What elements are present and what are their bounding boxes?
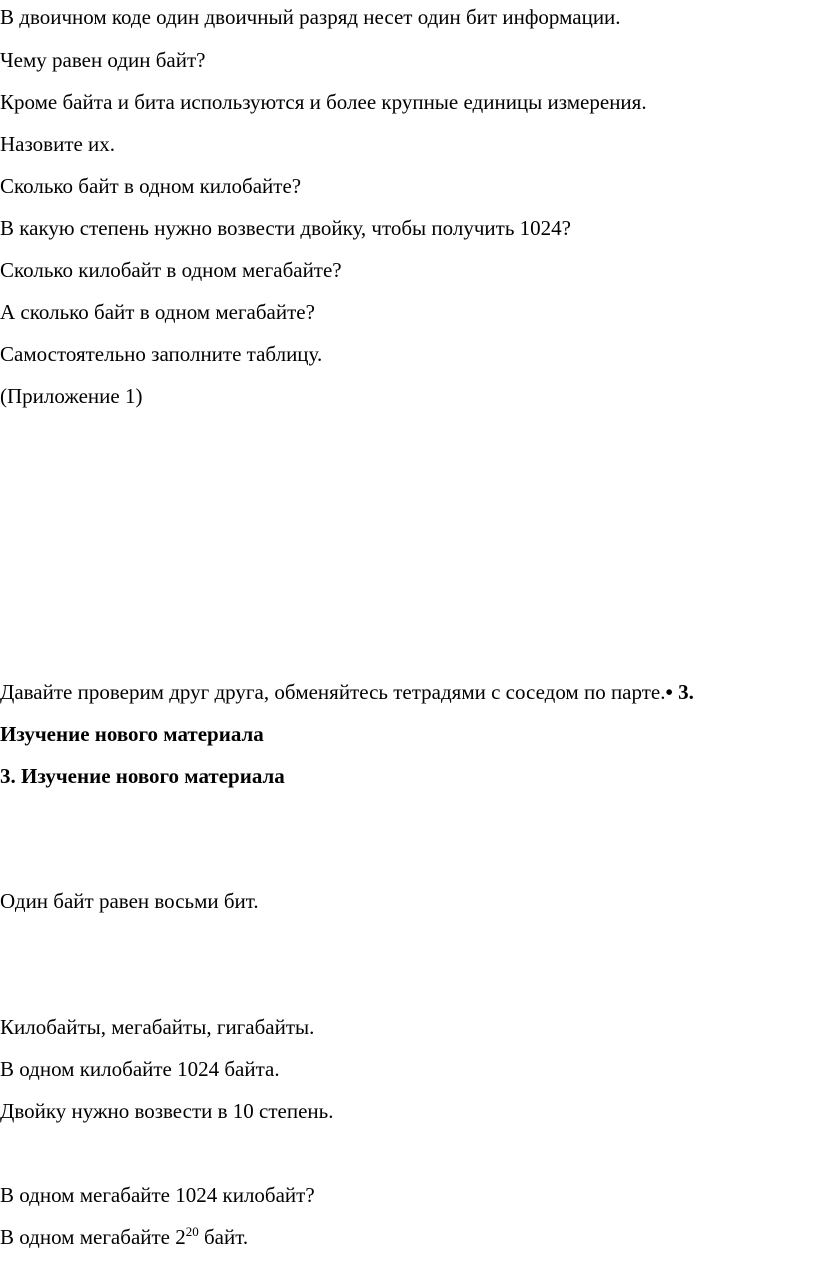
- section-title-continuation: Изучение нового материала: [0, 722, 264, 746]
- answer-byte: Один байт равен восьми бит.: [0, 889, 259, 913]
- question-bytes-in-kilobyte: Сколько байт в одном килобайте?: [0, 174, 302, 198]
- instruction-fill-table: Самостоятельно заполните таблицу.: [0, 342, 323, 366]
- question-byte: Чему равен один байт?: [0, 48, 206, 72]
- text-line-larger-units: Кроме байта и бита используются и более крупные единицы измерения.: [0, 90, 647, 114]
- answer-units: Килобайты, мегабайты, гигабайты.: [0, 1015, 315, 1039]
- answer-power: Двойку нужно возвести в 10 степень.: [0, 1099, 334, 1123]
- question-kilobytes-in-megabyte: Сколько килобайт в одном мегабайте?: [0, 258, 342, 282]
- answer-suffix: байт.: [198, 1225, 249, 1249]
- answer-megabyte-bytes: [0, 1224, 248, 1250]
- section-heading: 3. Изучение нового материала: [0, 764, 285, 788]
- bullet-icon: •: [665, 680, 673, 704]
- question-name-them: Назовите их.: [0, 132, 116, 156]
- answer-kilobyte: В одном килобайте 1024 байта.: [0, 1057, 280, 1081]
- check-text: Давайте проверим друг друга, обменяйтесь тетрадями с соседом по парте.: [0, 680, 666, 704]
- text-line-binary-digit: В двоичном коде один двоичный разряд несет один бит информации.: [0, 5, 621, 29]
- answer-megabyte-kilobytes: В одном мегабайте 1024 килобайт?: [0, 1183, 315, 1207]
- answer-prefix: В одном мегабайте 2: [0, 1225, 186, 1249]
- exponent: 20: [185, 1224, 199, 1239]
- question-power-of-two: В какую степень нужно возвести двойку, чтобы получить 1024?: [0, 216, 571, 240]
- check-instruction: [0, 679, 694, 705]
- section-number: 3.: [678, 680, 694, 704]
- question-bytes-in-megabyte: А сколько байт в одном мегабайте?: [0, 300, 315, 324]
- appendix-reference: (Приложение 1): [0, 384, 143, 408]
